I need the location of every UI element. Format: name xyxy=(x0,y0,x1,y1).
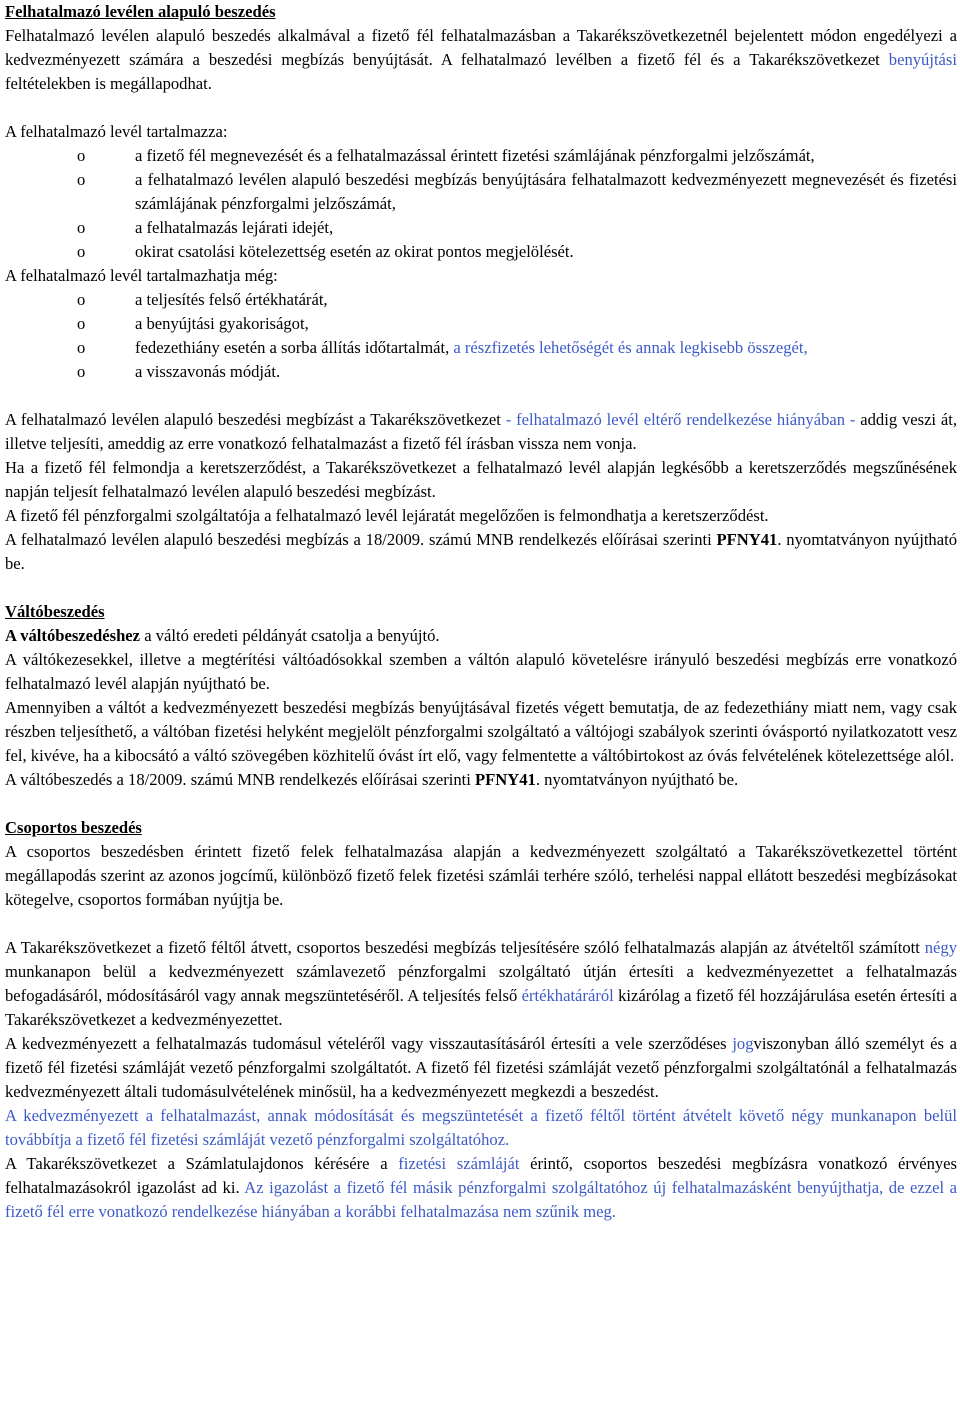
text-span: érintő, csoportos beszedési megbízásra vonatkozó érvényes felhatalmazásokról igazolást ad ki. xyxy=(5,1154,957,1197)
paragraph: A csoportos beszedésben érintett fizető felek felhatalmazása alapján a kedvezményezett szolgáltató a Takarékszövetkezettel történt megállapodás szerint az azonos jogcímű, különböző fizető felek fizetési számlái terhére szóló, terhelési nappal ellátott beszedési megbízásokat kötegelve, csoportos formában nyújtja be. xyxy=(5,842,957,909)
spacer xyxy=(5,384,957,408)
list-item-text: a fizető fél megnevezését és a felhatalmazással érintett fizetési számlájának pénzforgalmi jelzőszámát, xyxy=(135,146,815,165)
highlighted-text: értékhatáráról xyxy=(521,986,614,1005)
list-item xyxy=(5,168,957,216)
highlighted-text: Az igazolást a fizető fél másik pénzforgalmi szolgáltatóhoz új felhatalmazásként benyújthatja, de ezzel a fizető fél erre vonatkozó rendelkezése hiányában a korábbi felhatalmazása nem szűnik meg. xyxy=(5,1178,957,1221)
highlighted-text: jog xyxy=(732,1034,754,1053)
list-item-text: okirat csatolási kötelezettség esetén az okirat pontos megjelölését. xyxy=(135,242,574,261)
spacer xyxy=(5,792,957,816)
text-span: A felhatalmazó levélen alapuló beszedési megbízás a 18/2009. számú MNB rendelkezés előírásai szerinti xyxy=(5,530,717,549)
list-item xyxy=(5,336,957,360)
form-code: PFNY41 xyxy=(475,770,536,789)
paragraph: A váltókezesekkel, illetve a megtérítési váltóadósokkal szemben a váltón alapuló követelésre irányuló beszedési megbízás erre vonatkozó felhatalmazó levél alapján nyújtható be. xyxy=(5,650,957,693)
text-span: kizárólag a fizető fél hozzájárulása esetén értesíti a Takarékszövetkezet a kedvezményezettet. xyxy=(5,986,958,1029)
list-item-text: a teljesítés felső értékhatárát, xyxy=(135,290,328,309)
highlighted-text: négy xyxy=(924,938,957,957)
section-title-felhatalmazo: Felhatalmazó levélen alapuló beszedés xyxy=(5,2,276,21)
paragraph xyxy=(5,1032,957,1104)
bullet-marker: o xyxy=(77,242,86,261)
list-item xyxy=(5,288,957,312)
list-item-text: a visszavonás módját. xyxy=(135,362,281,381)
bullet-marker: o xyxy=(77,290,86,309)
list-item xyxy=(5,240,957,264)
text-span: addig veszi át, illetve teljesíti, ameddig az erre vonatkozó felhatalmazást a fizető fél írásban vissza nem vonja. xyxy=(5,410,958,453)
form-code: PFNY41 xyxy=(716,530,778,549)
text-span: A Takarékszövetkezet a fizető féltől átvett, csoportos beszedési megbízás teljesítésére szóló felhatalmazás alapján az átvételtől számított xyxy=(5,938,925,957)
paragraph-highlighted: A kedvezményezett a felhatalmazást, annak módosítását és megszüntetését a fizető féltől történt átvételt követő négy munkanapon belül továbbítja a fizető fél fizetési számláját vezető pénzforgalmi szolgáltatóhoz. xyxy=(5,1106,957,1149)
text-span: a váltó eredeti példányát csatolja a benyújtó. xyxy=(140,626,440,645)
optional-list xyxy=(5,288,957,384)
bullet-marker: o xyxy=(77,146,86,165)
bullet-marker: o xyxy=(77,170,86,189)
text-span: munkanapon belül a kedvezményezett számlavezető pénzforgalmi szolgáltató útján értesíti a kedvezményezettet a felhatalmazás befogadásáról, módosításáról vagy annak megszüntetéséről. A teljesítés felső xyxy=(5,962,957,1005)
list-item-text: fedezethiány esetén a sorba állítás időtartalmát, xyxy=(135,338,454,357)
section-title-csoportos: Csoportos beszedés xyxy=(5,818,142,837)
list-item xyxy=(5,216,957,240)
content-intro: A felhatalmazó levél tartalmazza: xyxy=(5,122,228,141)
bullet-marker: o xyxy=(77,314,86,333)
text-span: A Takarékszövetkezet a Számlatulajdonos kérésére a xyxy=(5,1154,399,1173)
text-span: A felhatalmazó levélen alapuló beszedési megbízást a Takarékszövetkezet xyxy=(5,410,506,429)
optional-intro: A felhatalmazó levél tartalmazhatja még: xyxy=(5,266,278,285)
text-span: A váltóbeszedés a 18/2009. számú MNB rendelkezés előírásai szerinti xyxy=(5,770,476,789)
section-title-valtobeszedes: Váltóbeszedés xyxy=(5,602,105,621)
paragraph xyxy=(5,1152,957,1224)
list-item xyxy=(5,144,957,168)
text-span: Felhatalmazó levélen alapuló beszedés alkalmával a fizető fél felhatalmazásban a Takarékszövetkezetnél bejelentett módon engedélyezi a kedvezményezett számára a beszedési megbízás benyújtását. A felhatalmazó levélben a fizető fél és a Takarékszövetkezet xyxy=(5,26,957,69)
spacer xyxy=(5,912,957,936)
paragraph xyxy=(5,624,957,648)
highlighted-text: a részfizetés lehetőségét és annak legkisebb összegét, xyxy=(453,338,808,357)
highlighted-text: fizetési számláját xyxy=(398,1154,520,1173)
paragraph: Amennyiben a váltót a kedvezményezett beszedési megbízás benyújtásával fizetés végett bemutatja, de az fedezethiány miatt nem, vagy csak részben teljesíthető, a váltóban fizetési helyként megjelölt pénzforgalmi szolgáltató a váltójogi szabályok szerinti óvásportó nyilatkozatott vesz fel, kivéve, ha a kibocsátó a váltó szövegében közhitelű óvást írt elő, vagy felmentette a váltóbirtokost az óvás felvételének kötelezettsége alól. xyxy=(5,698,957,765)
list-item-text: a felhatalmazás lejárati idejét, xyxy=(135,218,334,237)
list-item-text: a benyújtási gyakoriságot, xyxy=(135,314,309,333)
highlighted-text: benyújtási xyxy=(888,50,957,69)
content-list xyxy=(5,144,957,264)
bullet-marker: o xyxy=(77,218,86,237)
spacer xyxy=(5,96,957,120)
paragraph xyxy=(5,768,957,792)
paragraph xyxy=(5,408,957,456)
list-item xyxy=(5,360,957,384)
text-span: viszonyban álló személyt és a fizető fél fizetési számláját vezető pénzforgalmi szolgáltatót. A fizető fél fizetési számláját vezető pénzforgalmi szolgáltatónál a felhatalmazás kedvezményezett általi tudomásulvételének minősül, ha a kedvezményezett megkezdi a beszedést. xyxy=(5,1034,957,1101)
text-span: A kedvezményezett a felhatalmazás tudomásul vételéről vagy visszautasításáról értesíti a vele szerződéses xyxy=(5,1034,733,1053)
text-span: . nyomtatványon nyújtható be. xyxy=(535,770,739,789)
bullet-marker: o xyxy=(77,338,86,357)
text-span: feltételekben is megállapodhat. xyxy=(5,74,212,93)
paragraph: A fizető fél pénzforgalmi szolgáltatója a felhatalmazó levél lejáratát megelőzően is felmondhatja a keretszerződést. xyxy=(5,506,769,525)
bullet-marker: o xyxy=(77,362,86,381)
document-page xyxy=(5,0,957,1224)
list-item-text: a felhatalmazó levélen alapuló beszedési megbízás benyújtására felhatalmazott kedvezményezett megnevezését és fizetési számlájának pénzforgalmi jelzőszámát, xyxy=(135,170,957,213)
paragraph: Ha a fizető fél felmondja a keretszerződést, a Takarékszövetkezet a felhatalmazó levél alapján legkésőbb a keretszerződés megszűnésének napján teljesít felhatalmazó levélen alapuló beszedési megbízást. xyxy=(5,458,957,501)
list-item xyxy=(5,312,957,336)
text-span: . nyomtatványon nyújtható be. xyxy=(5,530,958,573)
paragraph xyxy=(5,936,957,1032)
paragraph xyxy=(5,24,957,96)
highlighted-text: - felhatalmazó levél eltérő rendelkezése hiányában - xyxy=(505,410,856,429)
paragraph xyxy=(5,528,957,576)
spacer xyxy=(5,576,957,600)
bold-text: A váltóbeszedéshez xyxy=(5,626,141,645)
